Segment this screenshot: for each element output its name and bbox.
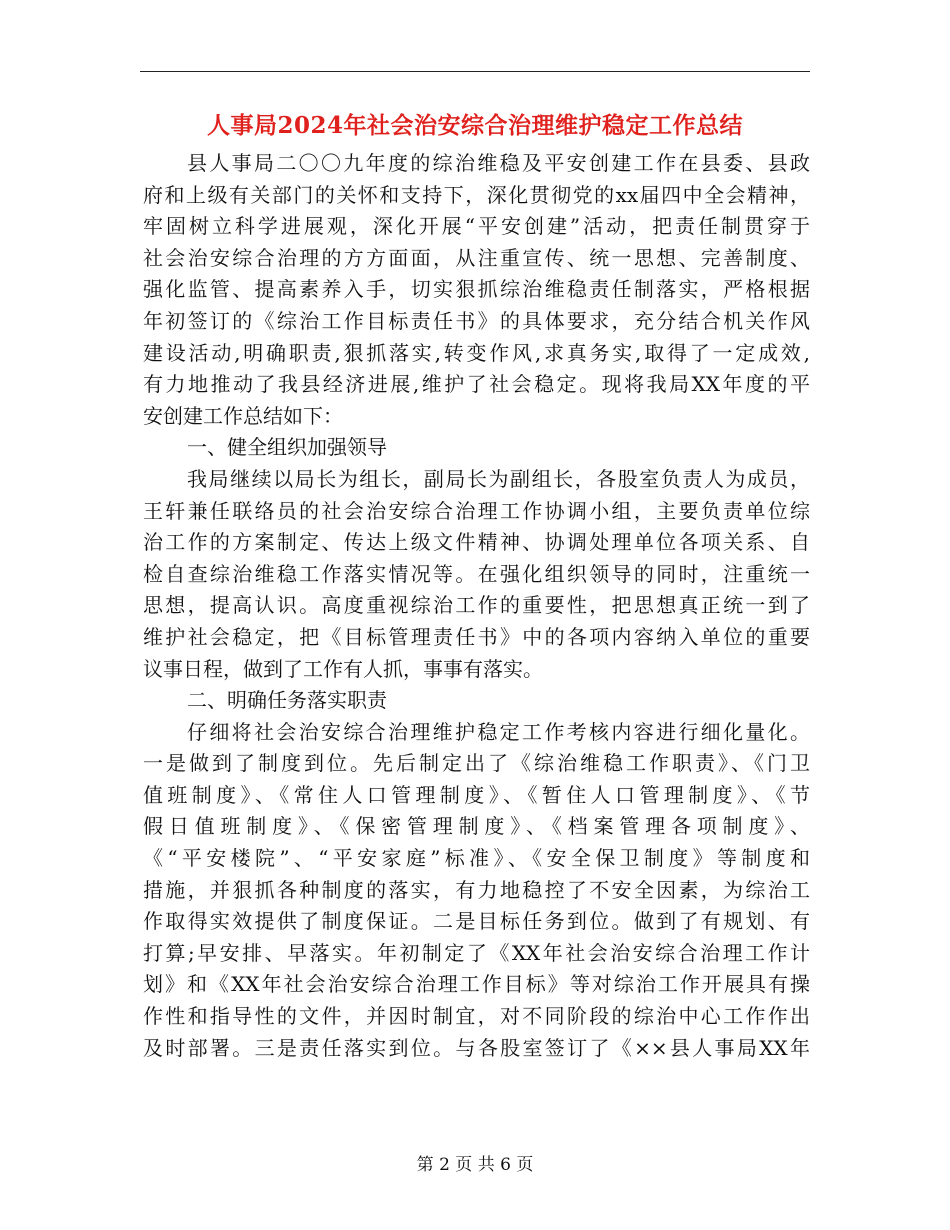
page-number-footer: 第 2 页 共 6 页 <box>416 1155 534 1175</box>
text-line: 《“平安楼院”、“平安家庭”标准》、《安全保卫制度》等制度和 <box>143 846 810 871</box>
text-line: 一、健全组织加强领导 <box>187 435 387 460</box>
text-line: 假日值班制度》、《保密管理制度》、《档案管理各项制度》、 <box>143 814 810 839</box>
text-line: 作性和指导性的文件，并因时制宜，对不同阶段的综治中心工作作出 <box>143 1004 810 1029</box>
document-title: 人事局2024年社会治安综合治理维护稳定工作总结 <box>206 112 743 139</box>
text-line: 建设活动,明确职责,狠抓落实,转变作风,求真务实,取得了一定成效, <box>143 340 810 365</box>
header-rule <box>140 71 810 72</box>
text-line: 强化监管、提高素养入手，切实狠抓综治维稳责任制落实，严格根据 <box>143 277 810 302</box>
text-line: 我局继续以局长为组长，副局长为副组长，各股室负责人为成员， <box>187 466 810 491</box>
text-line: 划》和《XX年社会治安综合治理工作目标》等对综治工作开展具有操 <box>143 972 810 997</box>
text-line: 二、明确任务落实职责 <box>187 688 387 713</box>
text-line: 维护社会稳定，把《目标管理责任书》中的各项内容纳入单位的重要 <box>143 624 810 649</box>
text-line: 值班制度》、《常住人口管理制度》、《暂住人口管理制度》、《节 <box>143 782 810 807</box>
text-line: 府和上级有关部门的关怀和支持下，深化贯彻党的xx届四中全会精神， <box>143 182 810 207</box>
text-line: 思想，提高认识。高度重视综治工作的重要性，把思想真正统一到了 <box>143 593 810 618</box>
text-line: 打算;早安排、早落实。年初制定了《XX年社会治安综合治理工作计 <box>143 940 810 965</box>
text-line: 一是做到了制度到位。先后制定出了《综治维稳工作职责》、《门卫 <box>143 751 810 776</box>
text-line: 牢固树立科学进展观，深化开展“平安创建”活动，把责任制贯穿于 <box>143 214 810 239</box>
text-line: 作取得实效提供了制度保证。二是目标任务到位。做到了有规划、有 <box>143 909 810 934</box>
text-line: 检自查综治维稳工作落实情况等。在强化组织领导的同时，注重统一 <box>143 561 810 586</box>
document-body <box>143 148 810 1064</box>
text-line: 有力地推动了我县经济进展,维护了社会稳定。现将我局XX年度的平 <box>143 372 810 397</box>
text-line: 措施，并狠抓各种制度的落实，有力地稳控了不安全因素，为综治工 <box>143 877 810 902</box>
text-line: 社会治安综合治理的方方面面，从注重宣传、统一思想、完善制度、 <box>143 245 810 270</box>
text-line: 及时部署。三是责任落实到位。与各股室签订了《××县人事局XX年 <box>143 1035 810 1060</box>
text-line: 王轩兼任联络员的社会治安综合治理工作协调小组，主要负责单位综 <box>143 498 810 523</box>
text-line: 县人事局二〇〇九年度的综治维稳及平安创建工作在县委、县政 <box>187 151 810 175</box>
text-line: 安创建工作总结如下： <box>143 403 343 428</box>
text-line: 年初签订的《综治工作目标责任书》的具体要求，充分结合机关作风 <box>143 308 810 333</box>
text-line: 议事日程，做到了工作有人抓，事事有落实。 <box>143 656 543 681</box>
text-line: 治工作的方案制定、传达上级文件精神、协调处理单位各项关系、自 <box>143 530 810 555</box>
text-line: 仔细将社会治安综合治理维护稳定工作考核内容进行细化量化。 <box>187 719 810 744</box>
